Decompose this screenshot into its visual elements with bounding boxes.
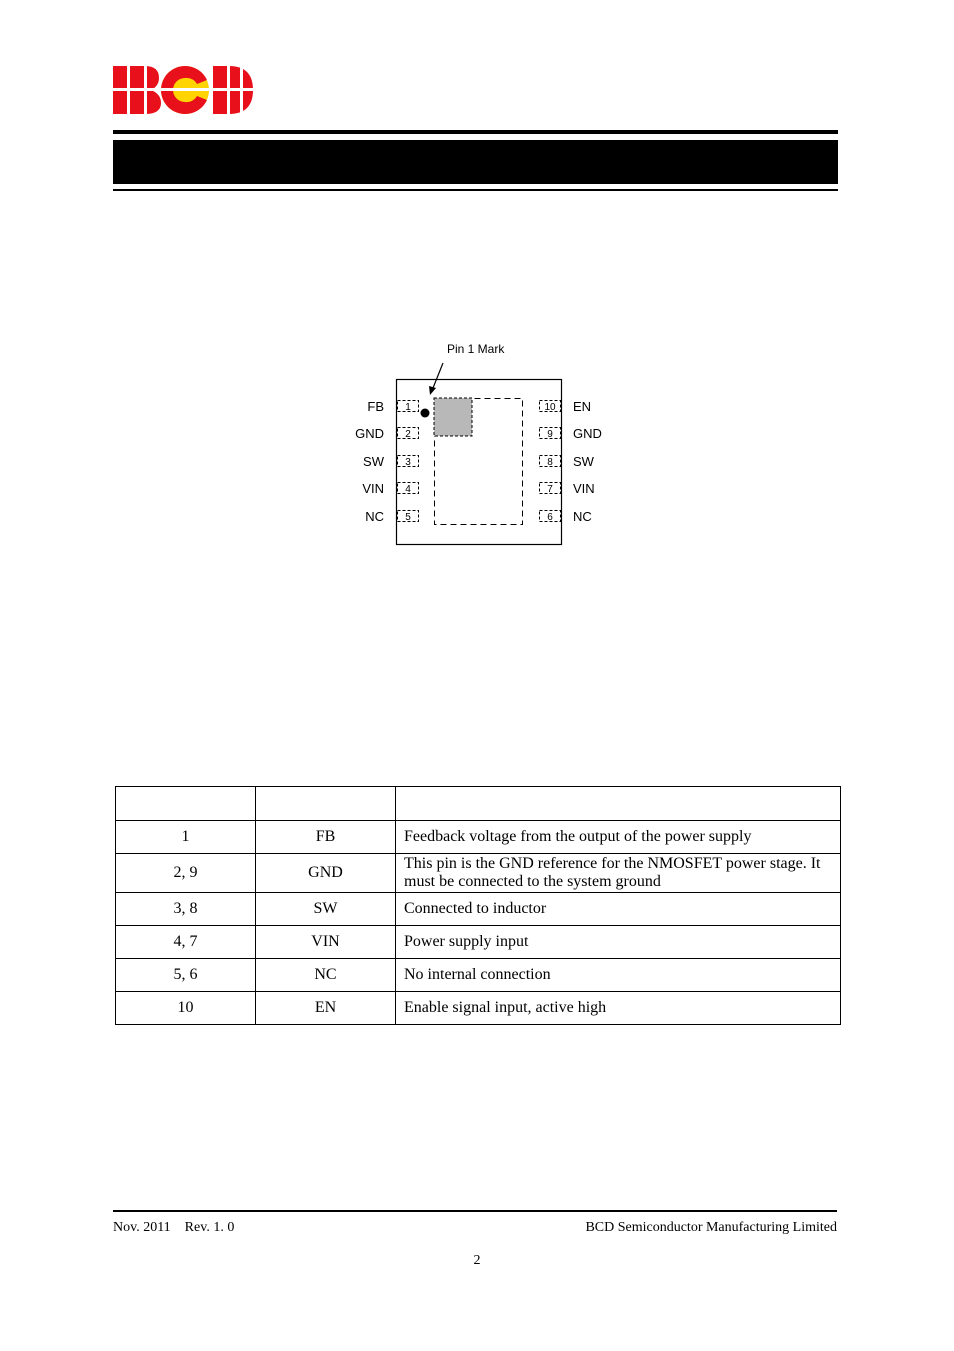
pin-label-3: SW [363,454,384,469]
pin-number-1: 1 [405,402,411,413]
pin-name-cell: GND [256,854,396,893]
pin-name-cell: NC [256,959,396,992]
pin-number-cell: 2, 9 [116,854,256,893]
pin-label-7: VIN [573,481,595,496]
pin-number-cell: 1 [116,821,256,854]
table-row [116,821,841,854]
pin-function-cell: This pin is the GND reference for the NMOSFET power stage. It must be connected to the system ground [396,854,841,893]
pin-number-10: 10 [544,402,556,413]
pin-description-table [115,786,841,1025]
footer-date-revision: Nov. 2011 Rev. 1. 0 [113,1220,235,1235]
pin-number-4: 4 [405,484,411,495]
pin-name-cell: FB [256,821,396,854]
pin-function-cell: Feedback voltage from the output of the power supply [396,821,841,854]
pin-number-cell: 10 [116,992,256,1025]
pin-number-9: 9 [547,429,553,440]
table-row [116,926,841,959]
pin-number-3: 3 [405,457,411,468]
table-row [116,854,841,893]
table-header-row [116,787,841,821]
pin-number-8: 8 [547,457,553,468]
package-outline [397,380,562,545]
footer-rule [113,1210,837,1212]
package-pinout-diagram [340,336,620,556]
bcd-logo [113,64,255,116]
pin-number-2: 2 [405,429,411,440]
table-row [116,893,841,926]
pin-number-cell: 4, 7 [116,926,256,959]
pin1-dot [421,409,430,418]
pin1-area [434,398,472,436]
pin-number-6: 6 [547,512,553,523]
pin-function-cell: Power supply input [396,926,841,959]
pin-label-10: EN [573,399,592,414]
pin-label-4: VIN [362,481,384,496]
footer-company: BCD Semiconductor Manufacturing Limited [585,1220,837,1235]
pin-number-cell: 3, 8 [116,893,256,926]
pin-label-5: NC [365,509,384,524]
pin-label-8: SW [573,454,594,469]
pin-function-cell: Enable signal input, active high [396,992,841,1025]
pin-name-cell: VIN [256,926,396,959]
pin-function-cell: Connected to inductor [396,893,841,926]
header-rule-bottom [113,189,838,191]
table-row [116,959,841,992]
pin-number-5: 5 [405,512,411,523]
pin-function-cell: No internal connection [396,959,841,992]
pin-label-1: FB [367,399,384,414]
pin-number-cell: 5, 6 [116,959,256,992]
table-row [116,992,841,1025]
pin-label-2: GND [355,426,384,441]
pin-number-7: 7 [547,484,553,495]
pin1-mark-label: Pin 1 Mark [447,342,505,356]
pin-name-cell: SW [256,893,396,926]
pin-label-9: GND [573,426,602,441]
header-bar [113,140,838,184]
pin-label-6: NC [573,509,592,524]
pin-name-cell: EN [256,992,396,1025]
header-rule-top [113,130,838,134]
page-number: 2 [473,1253,481,1268]
